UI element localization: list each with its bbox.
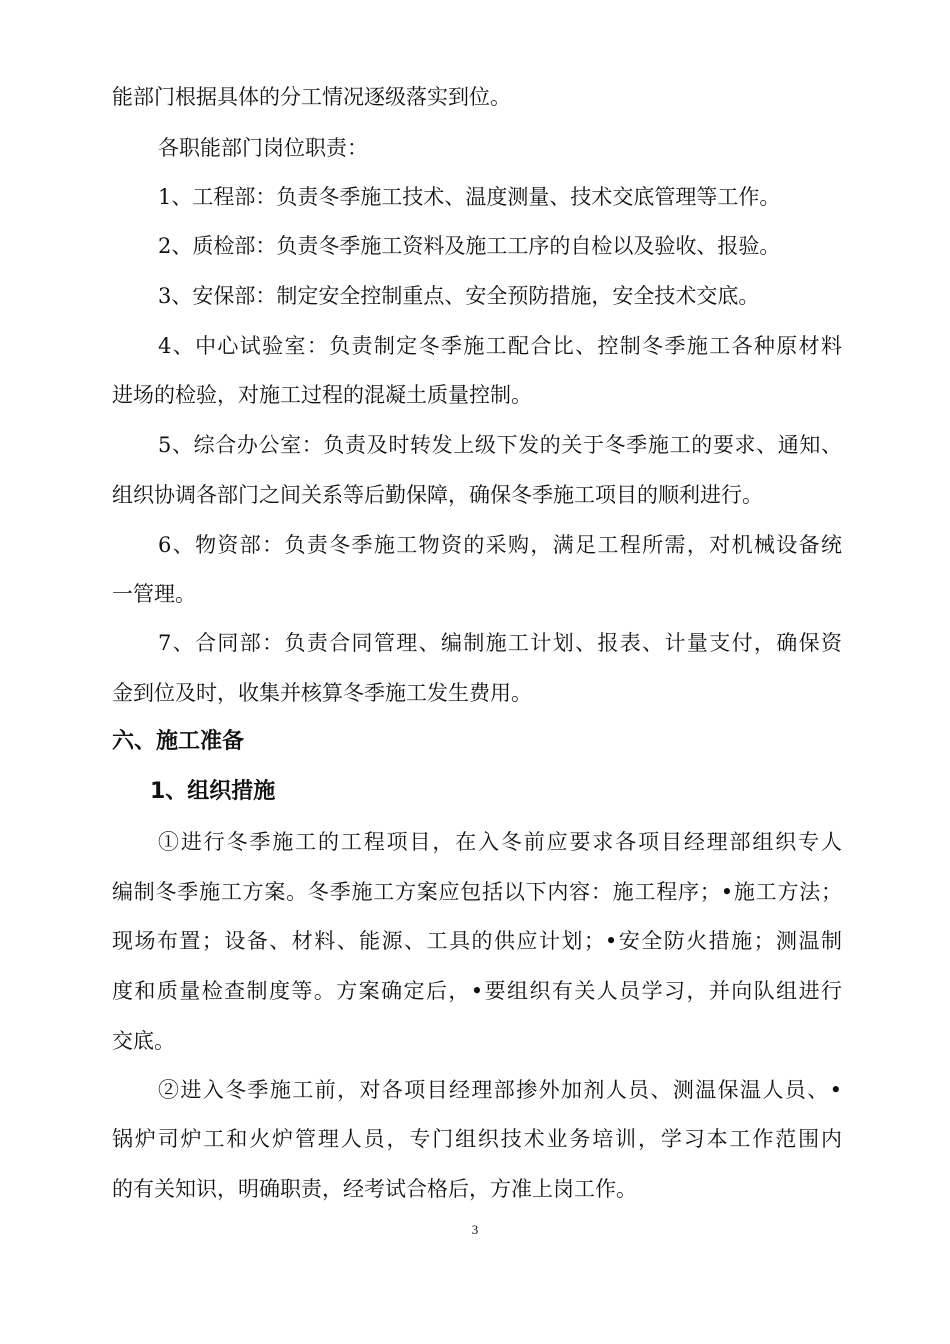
body-line: 度和质量检查制度等。方案确定后，•要组织有关人员学习，并向队组进行 [112,979,842,1003]
body-line: 金到位及时，收集并核算冬季施工发生费用。 [112,681,532,705]
body-line: 一管理。 [112,582,196,606]
body-line: 4、中心试验室：负责制定冬季施工配合比、控制冬季施工各种原材料 [158,334,842,358]
body-line: 1、工程部：负责冬季施工技术、温度测量、技术交底管理等工作。 [158,185,781,209]
body-line: 能部门根据具体的分工情况逐级落实到位。 [112,85,511,109]
page-number: 3 [471,1222,479,1237]
body-line: 7、合同部：负责合同管理、编制施工计划、报表、计量支付，确保资 [158,631,842,655]
body-line: ①进行冬季施工的工程项目，在入冬前应要求各项目经理部组织专人 [158,830,842,854]
body-line: 交底。 [112,1029,175,1053]
body-line: 锅炉司炉工和火炉管理人员，专门组织技术业务培训，学习本工作范围内 [112,1127,842,1151]
section-heading: 六、施工准备 [112,729,245,754]
body-line: 3、安保部：制定安全控制重点、安全预防措施，安全技术交底。 [158,284,760,308]
body-line: 5、综合办公室：负责及时转发上级下发的关于冬季施工的要求、通知、 [158,433,842,457]
body-line: 2、质检部：负责冬季施工资料及施工工序的自检以及验收、报验。 [158,234,781,258]
body-line: ②进入冬季施工前，对各项目经理部掺外加剂人员、测温保温人员、• [158,1078,842,1102]
body-line: 的有关知识，明确职责，经考试合格后，方准上岗工作。 [112,1177,637,1201]
body-line: 进场的检验，对施工过程的混凝土质量控制。 [112,383,532,407]
body-line: 各职能部门岗位职责： [158,136,368,160]
body-line: 6、物资部：负责冬季施工物资的采购，满足工程所需，对机械设备统 [158,533,842,557]
body-line: 现场布置；设备、材料、能源、工具的供应计划；•安全防火措施；测温制 [112,929,842,953]
body-line: 组织协调各部门之间关系等后勤保障，确保冬季施工项目的顺利进行。 [112,483,763,507]
subsection-heading: 1、组织措施 [150,779,276,804]
body-line: 编制冬季施工方案。冬季施工方案应包括以下内容：施工程序；•施工方法； [112,880,842,904]
